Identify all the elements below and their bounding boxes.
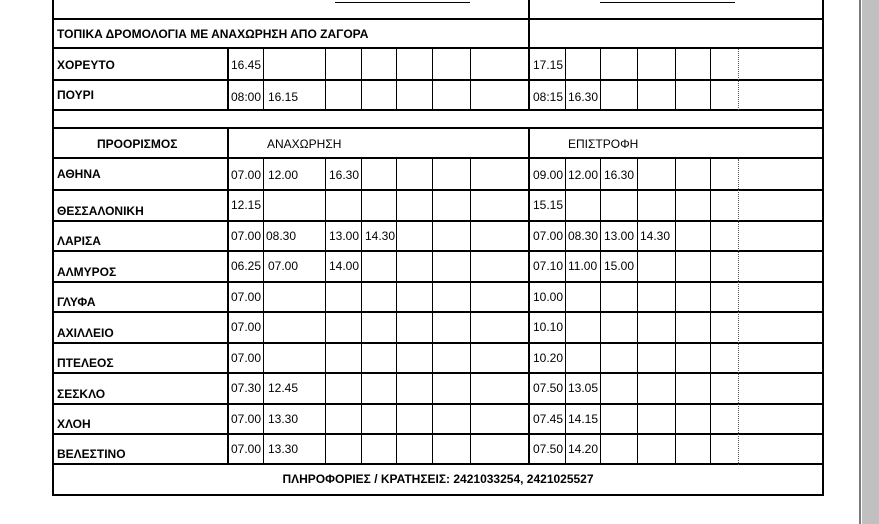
dest-name: ΑΘΗΝΑ [57,167,101,181]
local-row-xoreyto-name: ΧΟΡΕΥΤΟ [57,58,115,72]
dest-name: ΓΛΥΦΑ [57,295,96,309]
row-line-1 [54,189,822,191]
local-row-pouri-dep-2: 16.15 [268,90,299,104]
row-line-5 [54,311,822,313]
dep-time: 14.00 [329,259,360,273]
ret-col-sep-4b [675,159,676,465]
top-underline-left [335,2,470,3]
frame-bottom [52,494,824,496]
local-routes-title: ΤΟΠΙΚΑ ΔΡΟΜΟΛΟΓΙΑ ΜΕ ΑΝΑΧΩΡΗΣΗ ΑΠΟ ΖΑΓΟΡΑ [57,27,369,41]
ret-time: 10.20 [533,351,564,365]
row-line-4 [54,281,822,283]
dep-time: 12.15 [231,198,262,212]
ret-col-sep-5 [710,49,711,110]
return-header: ΕΠΙΣΤΡΟΦΗ [568,137,639,151]
dep-time: 07.00 [231,442,262,456]
local-col-mid [528,49,530,110]
dep-time: 13.30 [268,412,299,426]
row-line-8 [54,403,822,405]
dep-col-sep-5b [432,159,433,465]
dep-time: 13.00 [329,229,360,243]
ret-col-sep-5b [710,159,711,465]
local-title-bottom [54,47,822,49]
dep-col-sep-4 [396,49,397,110]
ret-time: 10.10 [533,320,564,334]
dep-time: 07.00 [268,259,299,273]
frame-top-inner [54,18,822,20]
dest-name: ΧΛΟΗ [57,417,91,431]
frame-left [52,0,54,496]
ret-time: 15.15 [533,198,564,212]
ret-time: 13.00 [604,229,635,243]
ret-time: 14.30 [640,229,671,243]
ret-time: 15.00 [604,259,635,273]
ret-col-sep-1 [565,49,566,110]
dest-name: ΑΧΙΛΛΕΙΟ [57,326,114,340]
ret-col-sep-1b [565,159,566,465]
viewer-scrollbar[interactable] [861,0,879,524]
ret-col-sep-3b [637,159,638,465]
departure-header: ΑΝΑΧΩΡΗΣΗ [267,137,342,151]
dep-time: 07.00 [231,168,262,182]
local-row1-bottom [54,79,822,81]
dep-time: 12.45 [268,381,299,395]
dep-time: 13.30 [268,442,299,456]
ret-time: 07.00 [533,229,564,243]
dep-col-sep-1b [263,159,264,465]
dep-time: 07.30 [231,381,262,395]
ret-time: 12.00 [568,168,599,182]
local-row-pouri-name: ΠΟΥΡΙ [57,88,95,102]
ret-time: 07.45 [533,412,564,426]
top-mid-divider [528,0,530,48]
dep-time: 07.00 [231,412,262,426]
dep-col-sep-3 [361,49,362,110]
frame-right [822,0,824,496]
ret-time: 07.50 [533,442,564,456]
ret-col-sep-2 [600,49,601,110]
dep-col-sep-2 [325,49,326,110]
main-header-bottom [54,157,822,159]
dest-name: ΠΤΕΛΕΟΣ [57,356,114,370]
local-row-pouri-ret-1: 08:15 [533,90,564,104]
dep-col-sep-6 [470,49,471,110]
ret-time: 14.15 [568,412,599,426]
dep-col-sep-3b [361,159,362,465]
row-line-2 [54,220,822,222]
dest-name: ΘΕΣΣΑΛΟΝΙΚΗ [57,204,144,218]
ret-time: 07.10 [533,259,564,273]
ret-col-sep-6 [738,49,739,110]
top-underline-right [600,2,735,3]
ret-time: 16.30 [604,168,635,182]
dep-col-sep-4b [396,159,397,465]
row-line-6 [54,342,822,344]
dest-name: ΒΕΛΕΣΤΙΝΟ [57,447,126,461]
dep-col-sep-2b [325,159,326,465]
ret-time: 13.05 [568,381,599,395]
dep-col-sep-6b [470,159,471,465]
main-col-mid [528,129,530,465]
dep-time: 06.25 [231,259,262,273]
main-col-name [227,129,229,465]
dest-name: ΣΕΣΚΛΟ [57,387,106,401]
dep-col-sep-5 [432,49,433,110]
ret-time: 11.00 [568,259,598,273]
dest-name: ΛΑΡΙΣΑ [57,234,101,248]
dep-time: 07.00 [231,290,262,304]
spacer-bottom [54,127,822,129]
local-row-xoreyto-ret: 17.15 [533,58,564,72]
row-line-7 [54,372,822,374]
dep-time: 07.00 [231,351,262,365]
dest-name: ΑΛΜΥΡΟΣ [57,265,117,279]
dep-time: 08.30 [266,229,297,243]
local-row-xoreyto-dep: 16.45 [231,58,262,72]
local-row-pouri-dep-1: 08:00 [231,90,262,104]
ret-time: 08.30 [568,229,599,243]
ret-col-sep-3 [637,49,638,110]
ret-time: 09.00 [533,168,564,182]
ret-time: 10.00 [533,290,564,304]
ret-col-sep-4 [675,49,676,110]
ret-col-sep-2b [600,159,601,465]
ret-time: 07.50 [533,381,564,395]
row-line-10 [54,463,822,465]
row-line-3 [54,250,822,252]
dep-time: 16.30 [329,168,360,182]
dep-time: 07.00 [231,229,262,243]
local-row-pouri-ret-2: 16.30 [568,90,599,104]
dep-time: 12.00 [268,168,299,182]
dep-time: 07.00 [231,320,262,334]
local-col-name [227,49,229,110]
ret-col-sep-6b [738,159,739,465]
local-row2-bottom [54,109,822,111]
ret-time: 14.20 [568,442,599,456]
info-footer: ΠΛΗΡΟΦΟΡΙΕΣ / ΚΡΑΤΗΣΕΙΣ: 2421033254, 2421025527 [282,472,594,486]
row-line-9 [54,433,822,435]
dep-time: 14.30 [365,229,396,243]
dep-col-sep-1 [263,49,264,110]
destination-header: ΠΡΟΟΡΙΣΜΟΣ [97,137,178,151]
